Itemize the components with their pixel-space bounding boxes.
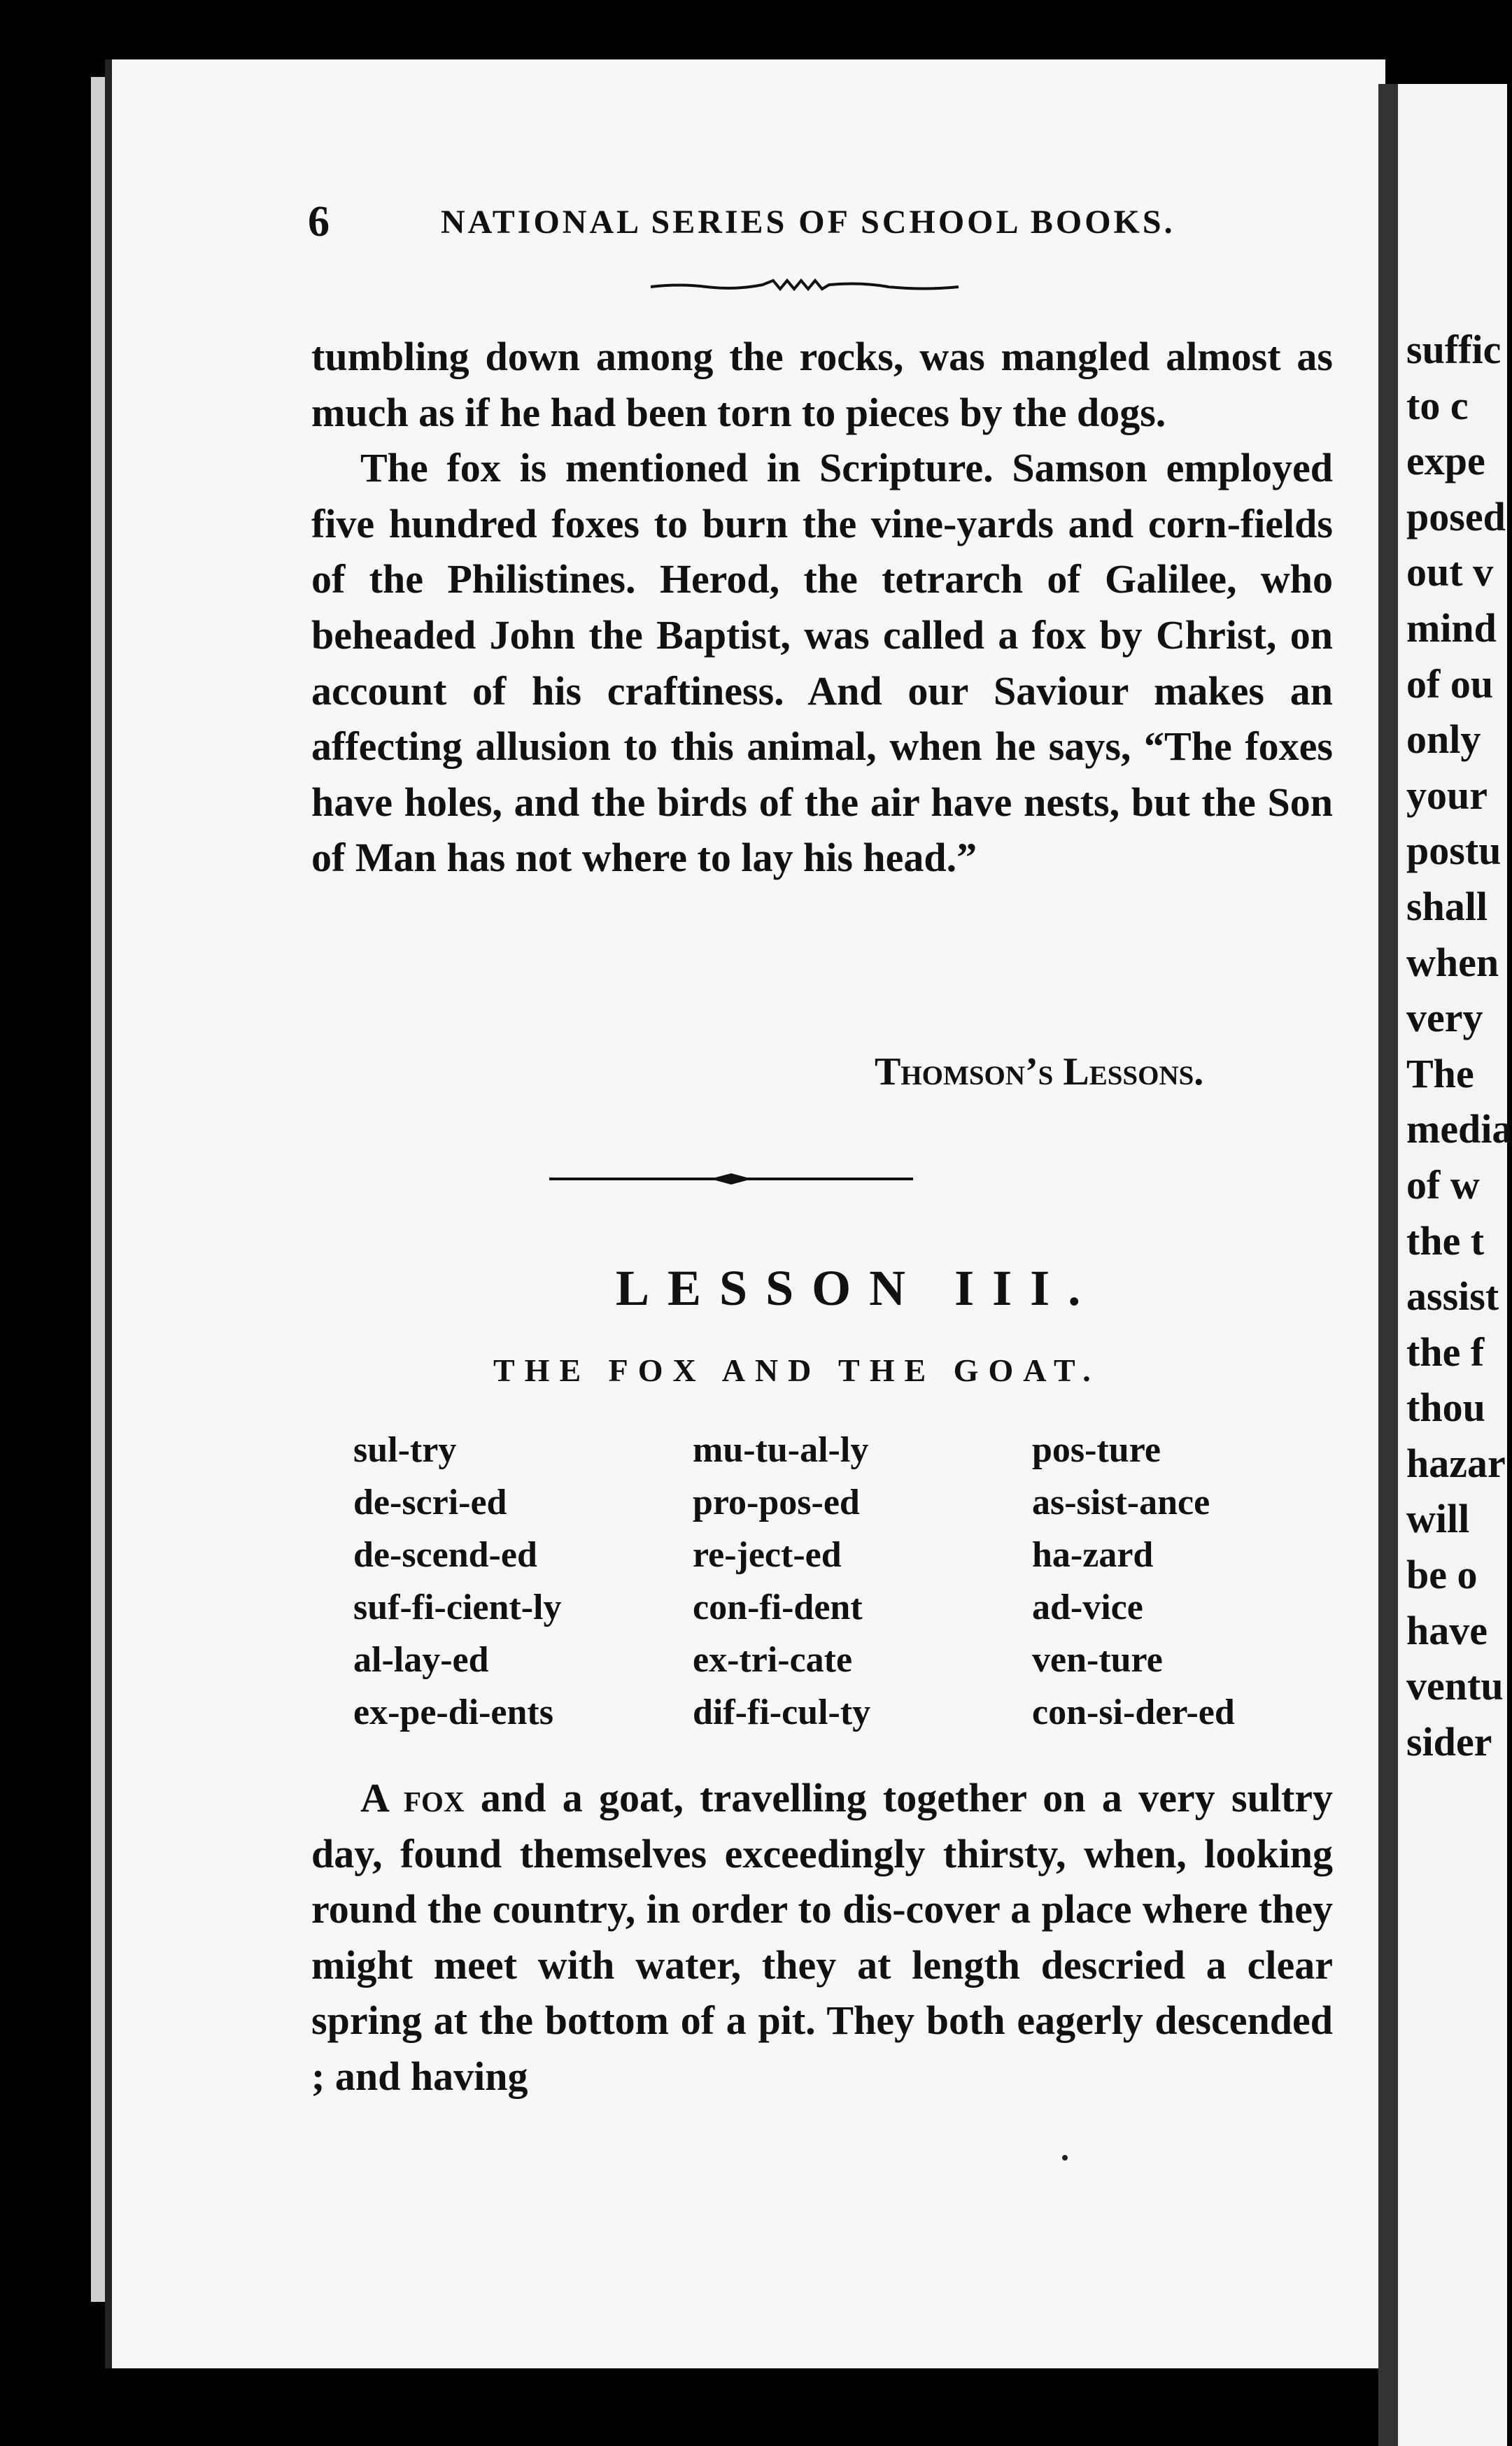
- facing-page-line: sider: [1406, 1718, 1492, 1765]
- section-divider: [549, 1172, 913, 1186]
- running-title: NATIONAL SERIES OF SCHOOL BOOKS.: [441, 204, 1175, 241]
- facing-page-line: expe: [1406, 438, 1485, 484]
- vocabulary-word: pos-ture: [1032, 1430, 1161, 1470]
- vocabulary-column: [1032, 1424, 1235, 1739]
- facing-page-line: shall: [1406, 883, 1488, 929]
- facing-page-line: out v: [1406, 549, 1494, 595]
- facing-page-line: have: [1406, 1607, 1488, 1653]
- passage-one: [311, 329, 1333, 886]
- vocabulary-word: de-scend-ed: [353, 1535, 537, 1575]
- facing-page-line: thou: [1406, 1385, 1485, 1431]
- facing-page-line: The: [1406, 1050, 1474, 1096]
- facing-page-line: of ou: [1406, 660, 1494, 707]
- vocabulary-word: con-fi-dent: [693, 1588, 863, 1627]
- passage-one-paragraph: tumbling down among the rocks, was mangled almost as much as if he had been torn to pieces by the dogs.: [311, 334, 1333, 435]
- vocabulary-word: ha-zard: [1032, 1535, 1154, 1575]
- facing-page: [1378, 84, 1512, 2446]
- vocabulary-word: ex-pe-di-ents: [353, 1692, 553, 1732]
- facing-page-line: the f: [1406, 1329, 1485, 1375]
- vocabulary-column: [693, 1424, 870, 1739]
- facing-page-line: when: [1406, 939, 1499, 985]
- vocabulary-word: sul-try: [353, 1430, 457, 1470]
- attribution: Thomson’s Lessons.: [875, 1050, 1204, 1094]
- vocabulary-word: ex-tri-cate: [693, 1640, 853, 1680]
- facing-page-line: ventu: [1406, 1663, 1504, 1709]
- facing-page-line: posed: [1406, 493, 1506, 539]
- facing-page-line: mind: [1406, 605, 1497, 651]
- vocabulary-word: de-scri-ed: [353, 1483, 507, 1522]
- vocabulary-word: con-si-der-ed: [1032, 1692, 1235, 1732]
- page-edge: [91, 77, 105, 2302]
- vocabulary-word: as-sist-ance: [1032, 1483, 1210, 1522]
- passage-two-paragraph: [311, 1770, 1333, 2105]
- header-ornament: [651, 276, 959, 297]
- vocabulary-word: al-lay-ed: [353, 1640, 489, 1680]
- lesson-subtitle: THE FOX AND THE GOAT.: [493, 1352, 1101, 1388]
- vocabulary-word: dif-fi-cul-ty: [693, 1692, 871, 1732]
- vocabulary-word: ad-vice: [1032, 1588, 1143, 1627]
- vocabulary-word: ven-ture: [1032, 1640, 1163, 1680]
- passage-two-text: and a goat, travelling together on a very sultry day, found themselves exceedingly thirsty, when, looking round the country, in order to dis-cover a place where they might meet with water, they at length descried a clear spring at the bottom of a pit. They both eagerly descended ; and having: [311, 1775, 1333, 2099]
- facing-page-line: be o: [1406, 1552, 1478, 1598]
- vocabulary-word: pro-pos-ed: [693, 1483, 860, 1522]
- passage-one-paragraph: The fox is mentioned in Scripture. Samson employed five hundred foxes to burn the vine-yards and corn-fields of the Philistines. Herod, the tetrarch of Galilee, who beheaded John the Baptist, was called a fox by Christ, on account of his craftiness. And our Saviour makes an affecting allusion to this animal, when he says, “The foxes have holes, and the birds of the air have nests, but the Son of Man has not where to lay his head.”: [311, 445, 1333, 881]
- facing-page-line: very: [1406, 995, 1483, 1041]
- vocabulary-word: re-ject-ed: [693, 1535, 842, 1575]
- ink-dot: [1062, 2155, 1068, 2161]
- vocabulary-word: mu-tu-al-ly: [693, 1430, 869, 1470]
- facing-page-line: only: [1406, 716, 1481, 763]
- vocabulary-column: [353, 1424, 561, 1739]
- facing-page-line: postu: [1406, 828, 1502, 874]
- passage-two-lead: A fox: [360, 1775, 465, 1821]
- lesson-title: LESSON III.: [616, 1260, 1099, 1316]
- facing-page-line: hazar: [1406, 1440, 1506, 1486]
- facing-page-line: the t: [1406, 1217, 1485, 1264]
- facing-page-line: suffic: [1406, 327, 1502, 372]
- facing-page-line: will: [1406, 1496, 1470, 1542]
- facing-page-line: assist: [1406, 1273, 1499, 1320]
- facing-page-line: your: [1406, 772, 1488, 818]
- passage-two: [311, 1770, 1333, 2105]
- page-number: 6: [308, 198, 332, 246]
- facing-page-line: of w: [1406, 1161, 1480, 1208]
- facing-page-line: media: [1406, 1106, 1512, 1152]
- facing-page-line: to c: [1406, 382, 1469, 428]
- vocabulary-word: suf-fi-cient-ly: [353, 1588, 562, 1627]
- facing-page-text: [1398, 84, 1512, 1769]
